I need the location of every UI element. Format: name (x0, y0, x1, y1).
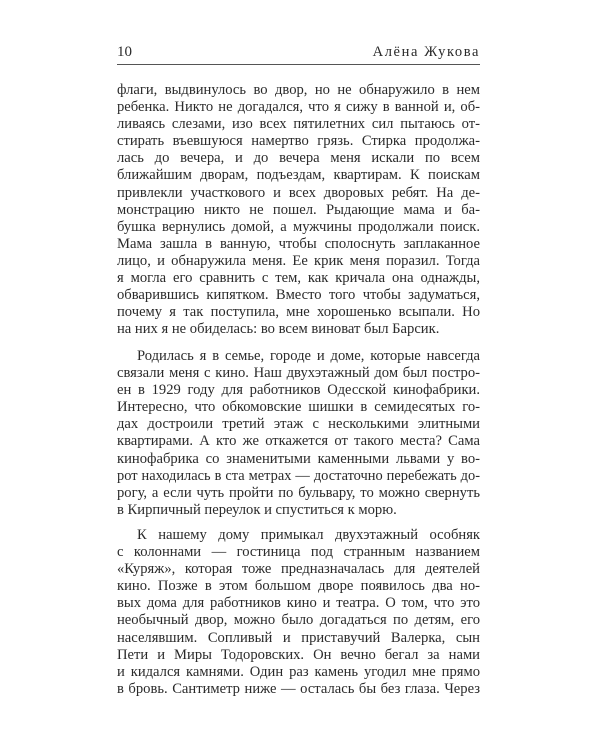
text-line: в Кирпичный переулок и спуститься к морю. (117, 501, 397, 518)
text-line: ливаясь слезами, изо всех пятилетних сил пытаюсь от- (117, 116, 480, 133)
text-line: вых дома для работников кино и театра. О том, что это (117, 595, 480, 612)
text-line: Пети и Миры Тодоровских. Он вечно бегал за нами (117, 646, 480, 663)
text-line: ребенка. Никто не догадался, что я сижу в ванной и, об- (117, 99, 480, 116)
text-line: кино. Позже в этом большом дворе появилось два но- (117, 578, 480, 595)
text-line: и кидался камнями. Один раз камень угодил мне прямо (117, 663, 480, 680)
text-line: бушка вернулись домой, а мужчины продолжали поиск. (117, 218, 480, 235)
text-line: Мама зашла в ванную, чтобы сполоснуть заплаканное (117, 235, 480, 252)
text-line: стирать въевшуюся намертво грязь. Стирка продолжа- (117, 133, 480, 150)
text-line: в бровь. Сантиметр ниже — осталась бы без глаза. Через (117, 680, 480, 697)
text-line: лицо, и обнаружила меня. Ее крик меня поразил. Тогда (117, 252, 480, 269)
text-line: монстрацию никто не пошел. Рыдающие мама и ба- (117, 201, 480, 218)
text-line: рогу, а если чуть пройти по бульвару, то можно свернуть (117, 484, 480, 501)
text-line: на них я не обиделась: во всем виноват был Барсик. (117, 321, 440, 338)
running-header (117, 42, 480, 65)
text-line: Интересно, что обкомовские шишки в семидесятых го- (117, 399, 480, 416)
running-head-author: Алёна Жукова (372, 44, 480, 60)
paragraph (117, 527, 480, 698)
text-line: привлекли участкового и всех дворовых ребят. На де- (117, 184, 480, 201)
text-line: К нашему дому примыкал двухэтажный особняк (137, 527, 480, 543)
text-line: флаги, выдвинулось во двор, но не обнаружило в нем (117, 82, 480, 98)
text-line: «Куряж», которая тоже предназначалась для деятелей (117, 561, 480, 578)
text-line: дах достроили третий этаж с несколькими элитными (117, 416, 480, 433)
text-line: с колоннами — гостиница под странным названием (117, 544, 480, 561)
text-line: лась до вечера, и до вечера меня искали по всем (117, 150, 480, 167)
text-line: ен в 1929 году для работников Одесской кинофабрики. (117, 382, 480, 399)
text-line: рот находилась в ста метрах — достаточно перебежать до- (117, 467, 480, 484)
paragraph (117, 82, 480, 338)
text-line: почему я так поступила, мне хорошенько всыпали. Но (117, 304, 480, 321)
text-line: кинофабрика со знаменитыми каменными львами у во- (117, 450, 480, 467)
paragraph (117, 348, 480, 519)
page-number: 10 (117, 44, 132, 60)
text-line: квартирами. А кто же откажется от такого места? Сама (117, 433, 480, 450)
text-line: Родилась я в семье, городе и доме, которые навсегда (137, 348, 480, 364)
text-line: населявшим. Сопливый и приставучий Валерка, сын (117, 629, 480, 646)
text-line: обварившись кипятком. Вместо того чтобы задуматься, (117, 287, 480, 304)
text-line: связали меня с кино. Наш двухэтажный дом был постро- (117, 365, 480, 382)
text-line: необычный двор, можно было догадаться по детям, его (117, 612, 480, 629)
text-line: ближайшим дворам, подъездам, квартирам. К поискам (117, 167, 480, 184)
text-line: я могла его сравнить с тем, как кричала она однажды, (117, 270, 480, 287)
